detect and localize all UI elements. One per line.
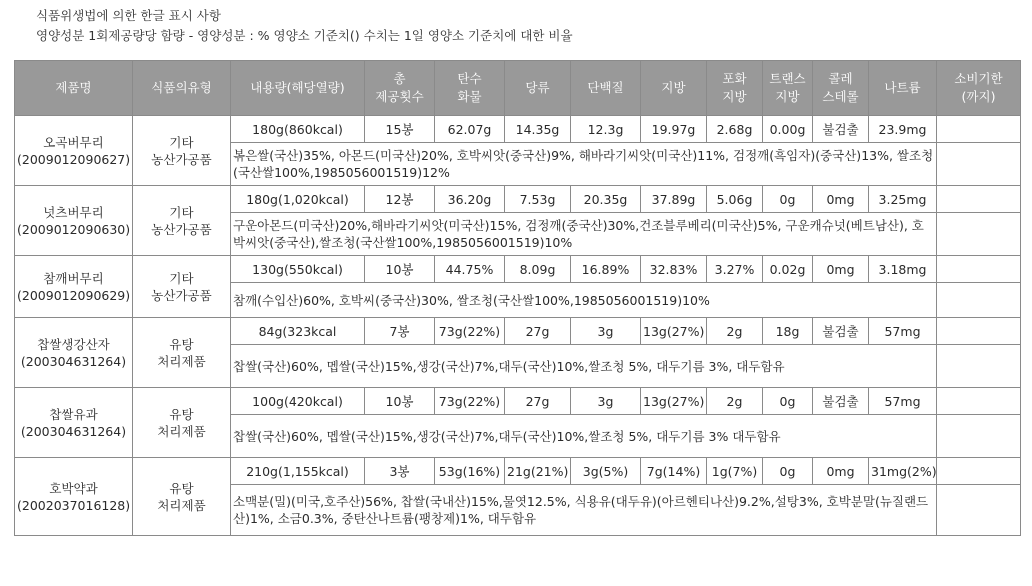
product-values-row: [15, 186, 1021, 213]
food-type-cell: [133, 318, 231, 388]
nutrient-value: 0g: [763, 388, 813, 415]
product-name: 호박약과: [49, 480, 98, 496]
nutrient-value: 3.27%: [707, 256, 763, 283]
nutrient-value: 3봉: [365, 458, 435, 485]
nutrient-value: 16.89%: [571, 256, 641, 283]
product-name: 찹쌀생강산자: [37, 336, 110, 352]
nutrient-value: 10봉: [365, 388, 435, 415]
expiry-cell: [937, 256, 1021, 283]
expiry-cell: [937, 485, 1021, 536]
nutrient-value: 12봉: [365, 186, 435, 213]
nutrient-value: 15봉: [365, 116, 435, 143]
product-name: 넛츠버무리: [43, 204, 104, 220]
food-type-line: 기타: [169, 270, 194, 286]
food-type-line: 유탕: [169, 336, 194, 352]
product-name: 오곡버무리: [43, 134, 104, 150]
nutrient-value: 13g(27%): [641, 388, 707, 415]
nutrient-value: 84g(323kcal: [231, 318, 365, 345]
nutrient-value: 0mg: [813, 186, 869, 213]
nutrient-value: 0.00g: [763, 116, 813, 143]
nutrient-value: 0g: [763, 458, 813, 485]
food-type-line: 유탕: [169, 480, 194, 496]
nutrient-value: 19.97g: [641, 116, 707, 143]
nutrient-value: 210g(1,155kcal): [231, 458, 365, 485]
nutrient-value: 44.75%: [435, 256, 505, 283]
ingredients-text: 구운아몬드(미국산)20%,해바라기씨앗(미국산)15%, 검정깨(중국산)30%,건조블루베리(미국산)5%, 구운캐슈넛(베트남산), 호박씨앗(중국산),쌀조청(국산쌀100%,1985056001519)10%: [231, 213, 937, 256]
column-header: 식품의유형: [133, 61, 231, 116]
ingredients-text: 찹쌀(국산)60%, 멥쌀(국산)15%,생강(국산)7%,대두(국산)10%,쌀조청 5%, 대두기름 3%, 대두함유: [231, 345, 937, 388]
product-code: (2009012090627): [17, 151, 131, 167]
nutrient-value: 3.18mg: [869, 256, 937, 283]
ingredients-text: 소맥분(밀)(미국,호주산)56%, 찹쌀(국내산)15%,물엿12.5%, 식용유(대두유)(아르헨티나산)9.2%,설탕3%, 호박분말(뉴질랜드산)1%, 소금0.3%, 중탄산나트륨(팽창제)1%, 대두함유: [231, 485, 937, 536]
product-name: 찹쌀유과: [49, 406, 98, 422]
nutrient-value: 3.25mg: [869, 186, 937, 213]
product-values-row: [15, 388, 1021, 415]
expiry-cell: [937, 116, 1021, 143]
product-code: (2009012090630): [17, 221, 131, 237]
column-header: 총 제공횟수: [365, 61, 435, 116]
nutrient-value: 8.09g: [505, 256, 571, 283]
caption-nutrition-note: 영양성분 1회제공량당 함량 - 영양성분 : % 영양소 기준치() 수치는 1일 영양소 기준치에 대한 비율: [36, 28, 573, 43]
nutrient-value: 73g(22%): [435, 388, 505, 415]
column-header: 제품명: [15, 61, 133, 116]
food-type-line: 유탕: [169, 406, 194, 422]
expiry-cell: [937, 143, 1021, 186]
expiry-cell: [937, 213, 1021, 256]
nutrient-value: 0g: [763, 186, 813, 213]
nutrition-label-table: [14, 60, 1021, 536]
nutrient-value: 37.89g: [641, 186, 707, 213]
table-header-row: [15, 61, 1021, 116]
nutrient-value: 3g: [571, 318, 641, 345]
nutrient-value: 5.06g: [707, 186, 763, 213]
product-name-cell: [15, 458, 133, 536]
product-name-cell: [15, 388, 133, 458]
nutrient-value: 27g: [505, 388, 571, 415]
nutrient-value: 53g(16%): [435, 458, 505, 485]
nutrient-value: 3g(5%): [571, 458, 641, 485]
nutrient-value: 0mg: [813, 256, 869, 283]
column-header: 당류: [505, 61, 571, 116]
column-header: 트랜스 지방: [763, 61, 813, 116]
food-type-cell: [133, 186, 231, 256]
product-code: (2009012090629): [17, 287, 131, 303]
nutrient-value: 57mg: [869, 388, 937, 415]
nutrient-value: 불검출: [813, 388, 869, 415]
product-values-row: [15, 458, 1021, 485]
expiry-cell: [937, 415, 1021, 458]
expiry-cell: [937, 318, 1021, 345]
nutrient-value: 12.3g: [571, 116, 641, 143]
nutrient-value: 불검출: [813, 116, 869, 143]
nutrient-value: 32.83%: [641, 256, 707, 283]
food-type-line: 처리제품: [157, 497, 206, 513]
product-code: (2002037016128): [17, 497, 131, 513]
nutrient-value: 20.35g: [571, 186, 641, 213]
expiry-cell: [937, 283, 1021, 318]
expiry-cell: [937, 388, 1021, 415]
product-code: (200304631264): [20, 353, 127, 369]
nutrient-value: 3g: [571, 388, 641, 415]
nutrient-value: 13g(27%): [641, 318, 707, 345]
nutrient-value: 31mg(2%): [869, 458, 937, 485]
nutrient-value: 1g(7%): [707, 458, 763, 485]
ingredients-text: 찹쌀(국산)60%, 멥쌀(국산)15%,생강(국산)7%,대두(국산)10%,쌀조청 5%, 대두기름 3% 대두함유: [231, 415, 937, 458]
nutrient-value: 10봉: [365, 256, 435, 283]
nutrient-value: 2g: [707, 388, 763, 415]
column-header: 탄수 화물: [435, 61, 505, 116]
column-header: 내용량(해당열량): [231, 61, 365, 116]
nutrient-value: 73g(22%): [435, 318, 505, 345]
column-header: 포화 지방: [707, 61, 763, 116]
product-values-row: [15, 318, 1021, 345]
expiry-cell: [937, 345, 1021, 388]
column-header: 소비기한 (까지): [937, 61, 1021, 116]
nutrient-value: 14.35g: [505, 116, 571, 143]
nutrient-value: 18g: [763, 318, 813, 345]
product-values-row: [15, 256, 1021, 283]
product-code: (200304631264): [20, 423, 127, 439]
food-type-line: 처리제품: [157, 423, 206, 439]
nutrient-value: 0.02g: [763, 256, 813, 283]
food-type-cell: [133, 458, 231, 536]
food-type-cell: [133, 116, 231, 186]
food-type-line: 농산가공품: [151, 287, 212, 303]
product-name-cell: [15, 256, 133, 318]
food-type-line: 농산가공품: [151, 151, 212, 167]
nutrient-value: 100g(420kcal): [231, 388, 365, 415]
column-header: 지방: [641, 61, 707, 116]
product-name-cell: [15, 116, 133, 186]
nutrient-value: 2g: [707, 318, 763, 345]
column-header: 콜레 스테롤: [813, 61, 869, 116]
column-header: 단백질: [571, 61, 641, 116]
nutrient-value: 불검출: [813, 318, 869, 345]
food-type-line: 기타: [169, 204, 194, 220]
nutrient-value: 130g(550kcal): [231, 256, 365, 283]
nutrient-value: 62.07g: [435, 116, 505, 143]
nutrient-value: 36.20g: [435, 186, 505, 213]
food-type-cell: [133, 388, 231, 458]
product-name-cell: [15, 186, 133, 256]
food-type-line: 농산가공품: [151, 221, 212, 237]
nutrient-value: 27g: [505, 318, 571, 345]
food-type-line: 처리제품: [157, 353, 206, 369]
nutrient-value: 7봉: [365, 318, 435, 345]
product-name-cell: [15, 318, 133, 388]
food-type-cell: [133, 256, 231, 318]
food-type-line: 기타: [169, 134, 194, 150]
nutrient-value: 2.68g: [707, 116, 763, 143]
nutrient-value: 57mg: [869, 318, 937, 345]
nutrient-value: 180g(1,020kcal): [231, 186, 365, 213]
product-name: 참깨버무리: [43, 270, 104, 286]
nutrient-value: 0mg: [813, 458, 869, 485]
nutrient-value: 7.53g: [505, 186, 571, 213]
nutrient-value: 21g(21%): [505, 458, 571, 485]
nutrient-value: 7g(14%): [641, 458, 707, 485]
ingredients-text: 참깨(수입산)60%, 호박씨(중국산)30%, 쌀조청(국산쌀100%,1985056001519)10%: [231, 283, 937, 318]
product-values-row: [15, 116, 1021, 143]
ingredients-text: 볶은쌀(국산)35%, 아몬드(미국산)20%, 호박씨앗(중국산)9%, 해바라기씨앗(미국산)11%, 검정깨(흑임자)(중국산)13%, 쌀조청(국산쌀100%,1985056001519)12%: [231, 143, 937, 186]
expiry-cell: [937, 458, 1021, 485]
column-header: 나트륨: [869, 61, 937, 116]
caption-title: 식품위생법에 의한 한글 표시 사항: [36, 8, 221, 23]
nutrient-value: 180g(860kcal): [231, 116, 365, 143]
nutrient-value: 23.9mg: [869, 116, 937, 143]
expiry-cell: [937, 186, 1021, 213]
